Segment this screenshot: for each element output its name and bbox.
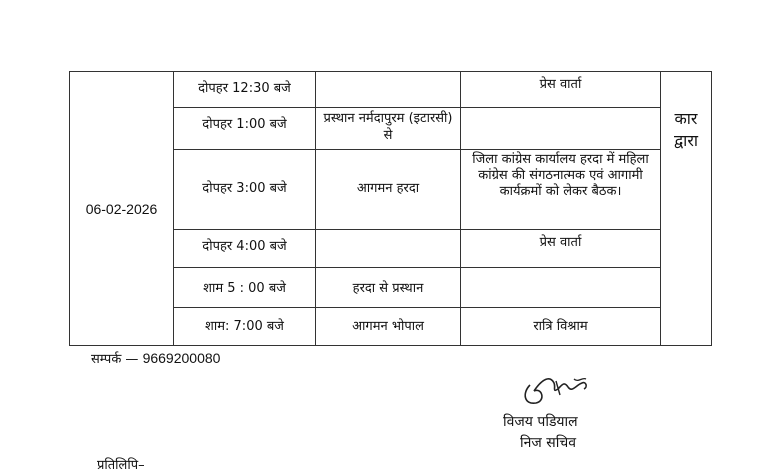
activity-cell: रात्रि विश्राम	[461, 308, 661, 346]
place-cell	[316, 72, 461, 108]
time-cell: शाम: 7:00 बजे	[174, 308, 316, 346]
table-row	[70, 72, 712, 108]
place-cell	[316, 230, 461, 268]
signature	[512, 365, 592, 413]
place-cell: आगमन हरदा	[316, 150, 461, 230]
contact-label: सम्पर्क —	[91, 352, 139, 367]
contact-line	[91, 349, 220, 367]
activity-cell: प्रेस वार्ता	[461, 72, 661, 108]
activity-cell: जिला कांग्रेस कार्यालय हरदा में महिला कांग्रेस की संगठनात्मक एवं आगामी कार्यक्रमों को लेकर बैठक।	[461, 150, 661, 230]
activity-cell	[461, 268, 661, 308]
place-cell: प्रस्थान नर्मदापुरम (इटारसी) से	[316, 108, 461, 150]
date-cell: 06-02-2026	[70, 72, 174, 346]
place-cell: आगमन भोपाल	[316, 308, 461, 346]
signer-name: विजय पडियाल	[503, 414, 578, 430]
time-cell: दोपहर 12:30 बजे	[174, 72, 316, 108]
activity-cell	[461, 108, 661, 150]
time-cell: दोपहर 1:00 बजे	[174, 108, 316, 150]
activity-cell: प्रेस वार्ता	[461, 230, 661, 268]
time-cell: दोपहर 4:00 बजे	[174, 230, 316, 268]
copy-label: प्रतिलिपि–	[97, 458, 145, 473]
time-cell: शाम 5 : 00 बजे	[174, 268, 316, 308]
schedule-table	[69, 71, 712, 346]
time-cell: दोपहर 3:00 बजे	[174, 150, 316, 230]
travel-mode-cell: कार द्वारा	[661, 72, 712, 346]
signer-title: निज सचिव	[520, 435, 576, 451]
contact-phone: 9669200080	[142, 350, 221, 366]
place-cell: हरदा से प्रस्थान	[316, 268, 461, 308]
